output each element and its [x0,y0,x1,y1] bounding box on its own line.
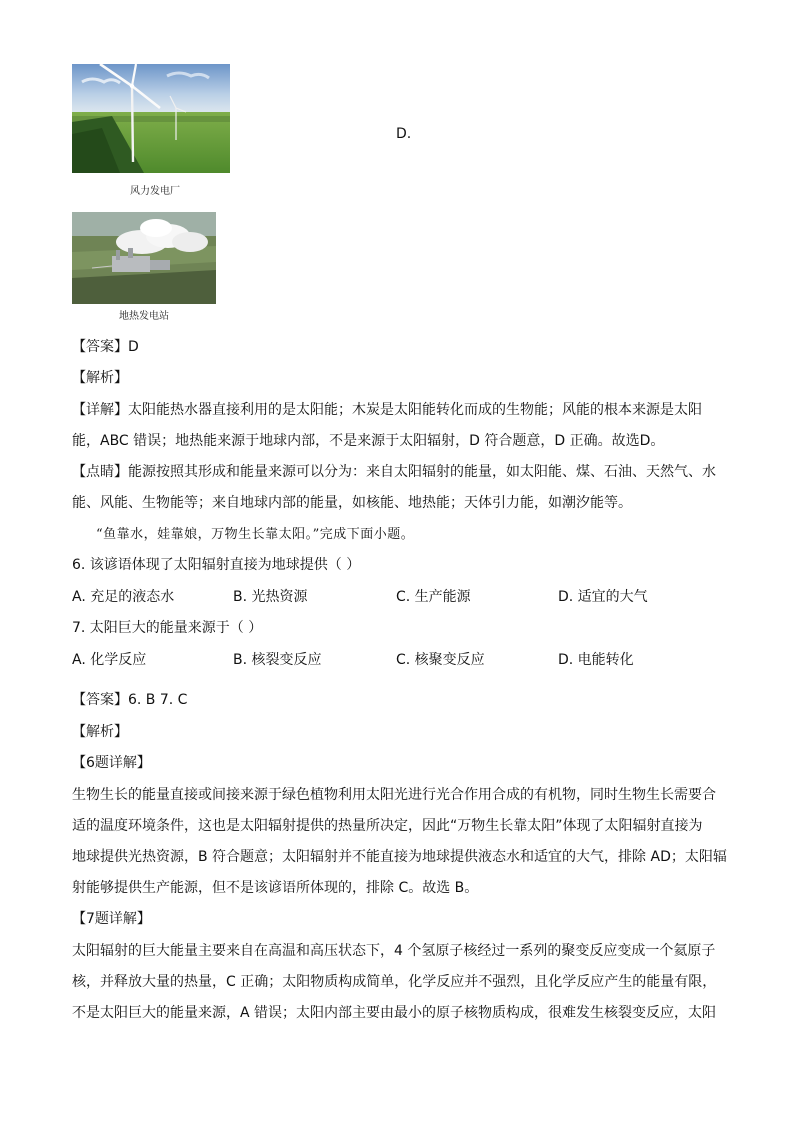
q6-detail-line-2: 适的温度环境条件，这也是太阳辐射提供的热量所决定，因此“万物生长靠太阳”体现了太阳辐射直接为 [72,818,703,834]
wind-farm-caption: 风力发电厂 [130,186,180,197]
q6-detail-line-1: 生物生长的能量直接或间接来源于绿色植物利用太阳光进行光合作用合成的有机物，同时生物生长需要合 [72,787,716,803]
wind-turbine-illustration [72,64,230,173]
q7-option-c: C. 核聚变反应 [396,652,485,668]
q6-option-d: D. 适宜的大气 [558,589,648,605]
proverb-text: “鱼靠水，娃靠娘，万物生长靠太阳。”完成下面小题。 [96,527,415,542]
option-d-label: D. [396,126,412,142]
q5-tip-line-1: 【点睛】能源按照其形成和能量来源可以分为：来自太阳辐射的能量，如太阳能、煤、石油、天然气、水 [72,464,716,480]
q6-detail-line-4: 射能够提供生产能源，但不是该谚语所体现的，排除 C。故选 B。 [72,880,479,896]
geothermal-plant-image [72,212,216,304]
q6-detail-title: 【6题详解】 [72,755,151,771]
q6-stem: 6. 该谚语体现了太阳辐射直接为地球提供（ ） [72,557,361,573]
geothermal-caption: 地热发电站 [119,311,169,322]
q6-option-c: C. 生产能源 [396,589,471,605]
q7-stem: 7. 太阳巨大的能量来源于（ ） [72,620,263,636]
q5-tip-line-2: 能、风能、生物能等；来自地球内部的能量，如核能、地热能；天体引力能，如潮汐能等。 [72,495,632,511]
q7-detail-line-3: 不是太阳巨大的能量来源，A 错误；太阳内部主要由最小的原子核物质构成，很难发生核裂变反应，太阳 [72,1005,717,1021]
wind-farm-image [72,64,230,173]
q7-detail-line-1: 太阳辐射的巨大能量主要来自在高温和高压状态下，4 个氢原子核经过一系列的聚变反应变成一个氦原子 [72,943,716,959]
q7-option-a: A. 化学反应 [72,652,147,668]
q7-detail-line-2: 核，并释放大量的热量，C 正确；太阳物质构成简单，化学反应并不强烈，且化学反应产生的能量有限， [72,974,717,990]
q5-detail-line-2: 能，ABC 错误；地热能来源于地球内部，不是来源于太阳辐射，D 符合题意，D 正确。故选D。 [72,433,665,449]
q5-answer: 【答案】D [72,339,139,355]
q7-option-d: D. 电能转化 [558,652,634,668]
answers-line: 【答案】6. B 7. C [72,692,188,708]
q5-analysis-title: 【解析】 [72,370,128,386]
geothermal-illustration [72,212,216,304]
q6-option-a: A. 充足的液态水 [72,589,175,605]
q7-detail-title: 【7题详解】 [72,911,151,927]
q6-detail-line-3: 地球提供光热资源，B 符合题意；太阳辐射并不能直接为地球提供液态水和适宜的大气，排除 AD；太阳辐 [72,849,727,865]
q5-detail-line-1: 【详解】太阳能热水器直接利用的是太阳能；木炭是太阳能转化而成的生物能；风能的根本来源是太阳 [72,402,702,418]
answers-analysis-title: 【解析】 [72,724,128,740]
q6-option-b: B. 光热资源 [233,589,308,605]
q7-option-b: B. 核裂变反应 [233,652,322,668]
